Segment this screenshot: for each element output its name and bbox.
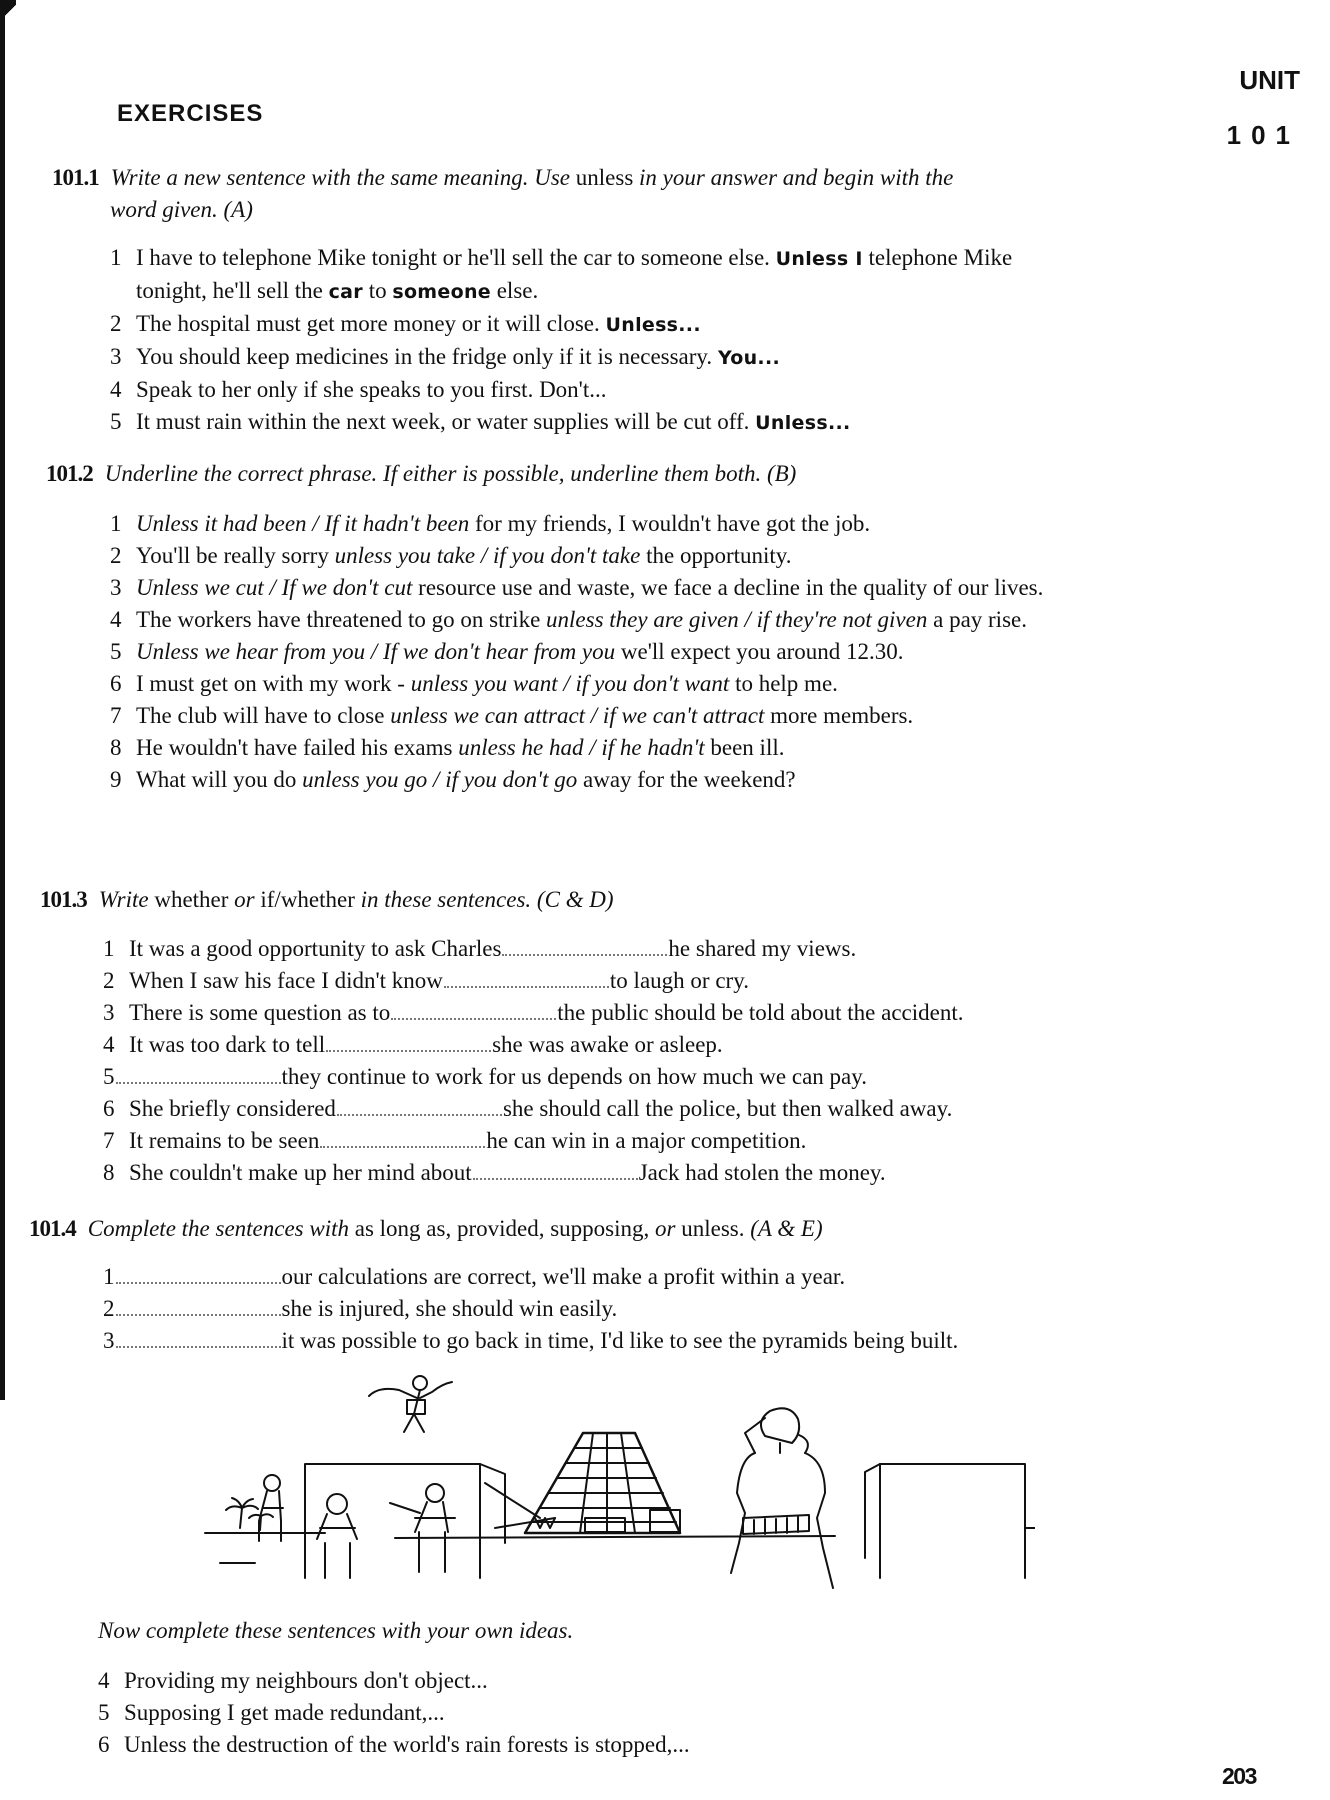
list-item: 5 It must rain within the next week, or water supplies will be cut off. Unless... [110,409,851,434]
page-heading: EXERCISES [117,100,264,127]
list-item: 4 Providing my neighbours don't object... [98,1668,488,1693]
answer-blank[interactable] [391,1000,556,1020]
list-item: 2 When I saw his face I didn't know to laugh or cry. [103,968,749,993]
handwritten-answer: Unless I [775,248,863,270]
list-item: 6 She briefly considered she should call the police, but then walked away. [103,1096,953,1121]
pyramid-building-illustration [195,1368,1035,1598]
unit-number: 101 [1226,120,1300,150]
list-item: 3 There is some question as to the public should be told about the accident. [103,1000,964,1025]
exercise-101-3-instruction: 101.3 Write whether or if/whether in these sentences. (C & D) [40,887,614,912]
spine-corner [0,0,16,22]
list-item: 2 You'll be really sorry unless you take / if you don't take the opportunity. [110,543,792,568]
list-item: 6 I must get on with my work - unless you want / if you don't want to help me. [110,671,838,696]
answer-blank[interactable] [337,1096,502,1116]
exercise-101-4-items [103,1261,1203,1357]
handwritten-answer: Unless... [755,412,851,434]
list-item: 1 Unless it had been / If it hadn't been for my friends, I wouldn't have got the job. [110,511,871,536]
answer-blank[interactable] [116,1296,281,1316]
worker-on-wall-icon [369,1376,452,1432]
exercise-number: 101.3 [40,887,87,912]
exercise-101-4-instruction: 101.4 Complete the sentences with as long as, provided, supposing, or unless. (A & E) [29,1216,823,1241]
palm-tree-icon [226,1498,273,1530]
handwritten-answer: Unless... [605,314,701,336]
list-item: 4 The workers have threatened to go on strike unless they are given / if they're not given a pay rise. [110,607,1027,632]
handwritten-answer: someone [392,281,491,303]
exercise-number: 101.4 [29,1216,76,1241]
handwritten-answer: car [328,281,363,303]
man-watching-icon [731,1408,833,1588]
list-item: 3 it was possible to go back in time, I'd like to see the pyramids being built. [103,1328,959,1353]
unit-label: UNIT [1239,65,1300,95]
exercise-101-3-items [103,933,1203,1189]
list-item: 6 Unless the destruction of the world's rain forests is stopped,... [98,1732,690,1757]
answer-blank[interactable] [502,936,667,956]
list-item: 8 She couldn't make up her mind about Jack had stolen the money. [103,1160,886,1185]
exercise-number: 101.1 [52,165,99,190]
workers-pulling-icon [259,1475,455,1578]
own-ideas-instruction: Now complete these sentences with your own ideas. [98,1618,574,1643]
answer-blank[interactable] [320,1128,485,1148]
exercise-101-1-instruction: 101.1 Write a new sentence with the same meaning. Use unless in your answer and begin with the word given. (A) [52,165,954,222]
list-item: 2 she is injured, she should win easily. [103,1296,618,1321]
list-item: 1 our calculations are correct, we'll make a profit within a year. [103,1264,846,1289]
list-item: 4 Speak to her only if she speaks to you first. Don't... [110,377,607,402]
page-spine [0,0,5,1400]
exercise-101-2-items [110,508,1200,796]
answer-blank[interactable] [116,1264,281,1284]
exercise-number: 101.2 [46,461,93,486]
list-item: 3 Unless we cut / If we don't cut resource use and waste, we face a decline in the quality of our lives. [110,575,1044,600]
list-item: 4 It was too dark to tell she was awake or asleep. [103,1032,723,1057]
page-number: 203 [1222,1763,1256,1789]
list-item: 8 He wouldn't have failed his exams unless he had / if he hadn't been ill. [110,735,785,760]
handwritten-answer: You... [717,347,780,369]
list-item: 7 It remains to be seen he can win in a major competition. [103,1128,807,1153]
answer-blank[interactable] [444,968,609,988]
list-item: 9 What will you do unless you go / if you don't go away for the weekend? [110,767,796,792]
exercise-101-1-items [110,242,1210,439]
list-item: 5 Supposing I get made redundant,... [98,1700,445,1725]
list-item: tonight, he'll sell the car to someone else. [136,278,539,303]
answer-blank[interactable] [116,1328,281,1348]
list-item: 7 The club will have to close unless we can attract / if we can't attract more members. [110,703,914,728]
list-item: 5 they continue to work for us depends on how much we can pay. [103,1064,868,1089]
answer-blank[interactable] [473,1160,638,1180]
own-ideas-items [98,1665,1198,1761]
answer-blank[interactable] [116,1064,281,1084]
list-item: 1 I have to telephone Mike tonight or he'll sell the car to someone else. Unless I telephone Mike [110,245,1013,270]
list-item: 2 The hospital must get more money or it will close. Unless... [110,311,701,336]
answer-blank[interactable] [326,1032,491,1052]
list-item: 3 You should keep medicines in the fridge only if it is necessary. You... [110,344,780,369]
list-item: 5 Unless we hear from you / If we don't hear from you we'll expect you around 12.30. [110,639,904,664]
exercise-101-2-instruction: 101.2 Underline the correct phrase. If either is possible, underline them both. (B) [46,461,797,486]
list-item: 1 It was a good opportunity to ask Charles he shared my views. [103,936,857,961]
